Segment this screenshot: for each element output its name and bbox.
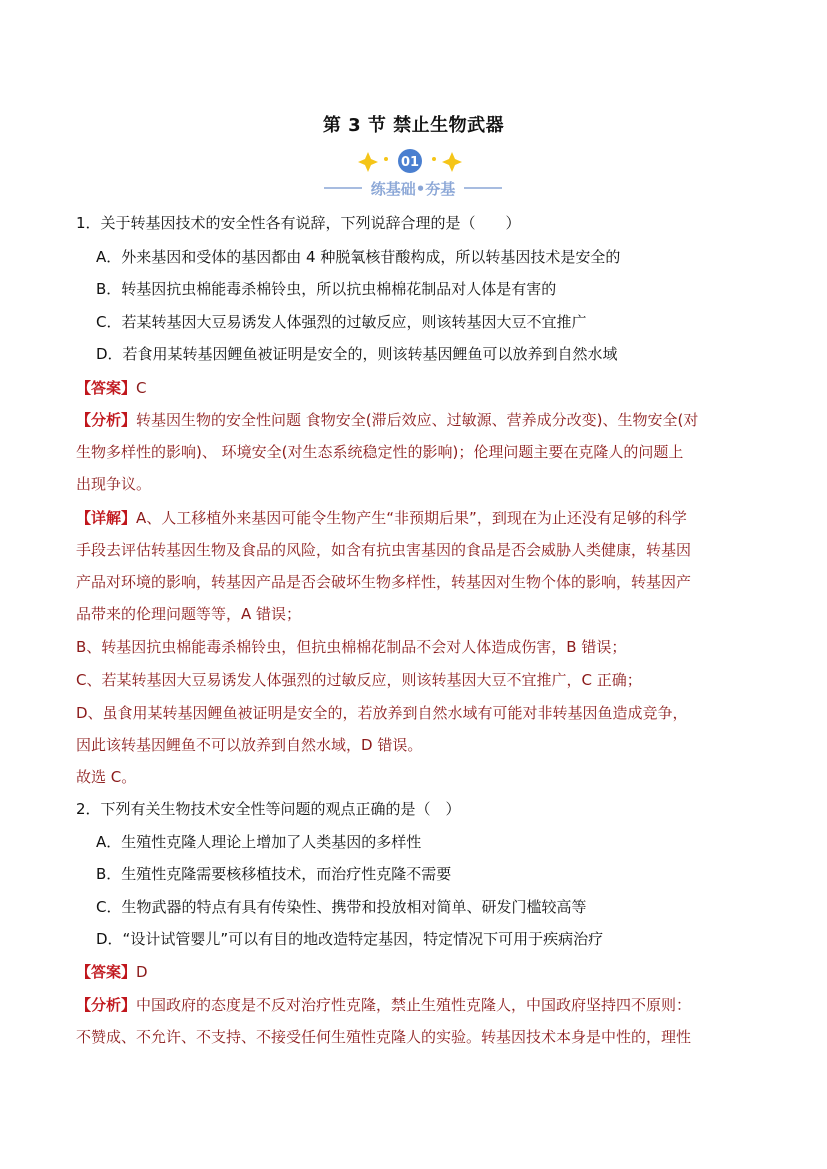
badge-label: 练基础•夯基	[370, 180, 456, 198]
analysis-tag: 【分析】	[76, 996, 137, 1014]
star-icon	[358, 152, 378, 172]
answer-tag: 【答案】	[76, 963, 137, 981]
question-1-option-c: C．若某转基因大豆易诱发人体强烈的过敏反应，则该转基因大豆不宜推广	[96, 313, 587, 331]
question-2-analysis-line: 不赞成、不允许、不支持、不接受任何生殖性克隆人的实验。转基因技术本身是中性的，理性	[76, 1028, 692, 1046]
question-1-detail-line: 因此该转基因鲤鱼不可以放养到自然水域，D 错误。	[76, 736, 423, 754]
question-2-option-c: C．生物武器的特点有具有传染性、携带和投放相对简单、研发门槛较高等	[96, 898, 587, 916]
question-1-detail-line: C、若某转基因大豆易诱发人体强烈的过敏反应，则该转基因大豆不宜推广，C 正确；	[76, 671, 642, 689]
star-icon	[442, 152, 462, 172]
analysis-tag: 【分析】	[76, 411, 137, 429]
question-1-option-d: D．若食用某转基因鲤鱼被证明是安全的，则该转基因鲤鱼可以放养到自然水域	[96, 345, 618, 363]
question-1-detail-line: B、转基因抗虫棉能毒杀棉铃虫，但抗虫棉棉花制品不会对人体造成伤害，B 错误；	[76, 638, 627, 656]
question-2-stem: 2．下列有关生物技术安全性等问题的观点正确的是（ ）	[76, 800, 461, 818]
page-title: 第 3 节 禁止生物武器	[322, 115, 505, 136]
question-1-conclusion: 故选 C。	[76, 768, 137, 786]
badge-number: 01	[400, 155, 420, 170]
answer-tag: 【答案】	[76, 379, 137, 397]
answer-value: C	[136, 379, 147, 397]
question-2-answer	[76, 962, 148, 982]
question-1-answer	[76, 378, 147, 398]
question-1-option-a: A．外来基因和受体的基因都由 4 种脱氧核苷酸构成，所以转基因技术是安全的	[96, 248, 621, 266]
question-1-detail-line: 产品对环境的影响，转基因产品是否会破坏生物多样性，转基因对生物个体的影响，转基因产	[76, 573, 692, 591]
question-1-detail-line: 手段去评估转基因生物及食品的风险，如含有抗虫害基因的食品是否会威胁人类健康，转基因	[76, 541, 692, 559]
question-1-analysis-line: 生物多样性的影响)、 环境安全(对生态系统稳定性的影响)；伦理问题主要在克隆人的问题上	[76, 443, 684, 461]
question-2-option-d: D．“设计试管婴儿”可以有目的地改造特定基因，特定情况下可用于疾病治疗	[96, 930, 604, 948]
question-1-detail-line: D、虽食用某转基因鲤鱼被证明是安全的，若放养到自然水域有可能对非转基因鱼造成竞争，	[76, 704, 688, 722]
section-badge	[318, 146, 508, 200]
question-2-option-b: B．生殖性克隆需要核移植技术，而治疗性克隆不需要	[96, 865, 452, 883]
question-2-analysis-line: 【分析】中国政府的态度是不反对治疗性克隆，禁止生殖性克隆人，中国政府坚持四不原则：	[76, 996, 692, 1014]
question-1-stem: 1．关于转基因技术的安全性各有说辞，下列说辞合理的是（ ）	[76, 214, 521, 232]
question-1-option-b: B．转基因抗虫棉能毒杀棉铃虫，所以抗虫棉棉花制品对人体是有害的	[96, 280, 557, 298]
answer-value: D	[136, 963, 148, 981]
detail-tag: 【详解】	[76, 509, 137, 527]
question-1-detail-line: 【详解】A、人工移植外来基因可能令生物产生“非预期后果”，到现在为止还没有足够的科学	[76, 509, 687, 527]
question-1-analysis-line: 出现争议。	[76, 475, 152, 493]
question-2-option-a: A．生殖性克隆人理论上增加了人类基因的多样性	[96, 833, 422, 851]
question-1-analysis-line: 【分析】转基因生物的安全性问题 食物安全(滞后效应、过敏源、营养成分改变)、生物安全(对	[76, 411, 699, 429]
question-1-detail-line: 品带来的伦理问题等等，A 错误；	[76, 605, 302, 623]
